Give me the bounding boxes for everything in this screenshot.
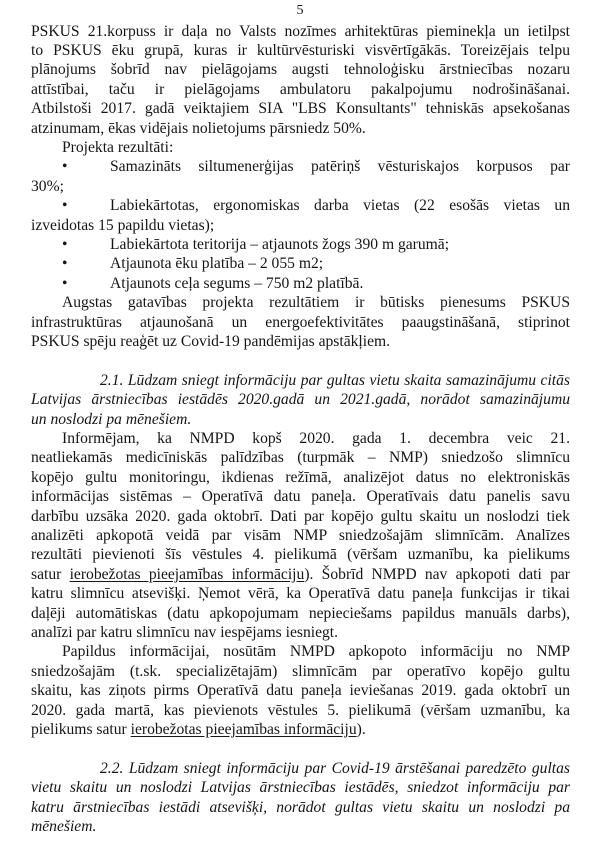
text-line: Samazināts siltumenerģijas patēriņš vēsturiskajos korpusos par <box>110 158 570 176</box>
text-line: katru ārstniecības iestādi atsevišķi, norādot gultas vietu skaitu un noslodzi pa <box>31 798 570 816</box>
text-line: rezultāti pievienoti šīs vēstules 4. pielikumā (vēršam uzmanību, ka pielikums <box>31 546 570 564</box>
text-line: Projekta rezultāti: <box>62 138 174 156</box>
text-line: Informējam, ka NMPD kopš 2020. gada 1. decembra veic 21. <box>62 429 570 447</box>
bullet-icon: • <box>62 235 68 253</box>
text-line <box>31 565 570 584</box>
text-line: attīstībai, taču ir pielāgojams ambulatoru pakalpojumu nodrošināšanai. <box>31 80 570 98</box>
text-line: Atjaunots ceļa segums – 750 m2 platībā. <box>110 274 364 292</box>
text-line: vietu skaitu un noslodzi Latvijas ārstniecības iestādēs, sniedzot informāciju par <box>31 779 570 797</box>
text-segment: satur <box>31 565 70 583</box>
text-line: Latvijas ārstniecības iestādēs 2020.gadā un 2021.gadā, norādot samazinājumu <box>31 391 570 409</box>
bullet-icon: • <box>62 274 68 292</box>
page-number: 5 <box>296 3 304 18</box>
text-line: katru slimnīcu atsevišķi. Ņemot vērā, ka Operatīvā datu paneļa funkcijas ir tikai <box>31 585 570 603</box>
text-line: darbību uzsāka 2020. gada oktobrī. Dati par kopējo gultu skaitu un noslodzi tiek <box>31 507 570 525</box>
underlined-text: ierobežotas pieejamības informāciju <box>69 565 305 583</box>
text-line: Atjaunota ēku platība – 2 055 m2; <box>110 255 324 273</box>
bullet-icon: • <box>62 197 68 215</box>
text-line: infrastruktūras atjaunošanā un energoefektivitātes paaugstināšanā, stiprinot <box>31 313 570 331</box>
text-line: atzinumam, ēkas vidējais nolietojums pārsniedz 50%. <box>31 119 366 137</box>
text-line: 2020. gada martā, kas pievienots vēstules 5. pielikumā (vēršam uzmanību, ka <box>31 701 570 719</box>
text-line: PSKUS 21.korpuss ir daļa no Valsts nozīmes arhitektūras pieminekļa un ietilpst <box>31 22 570 40</box>
text-line: un noslodzi pa mēnešiem. <box>31 410 192 428</box>
text-line: neatliekamās medicīniskās palīdzības (turpmāk – NMP) sniedzošo slimnīcu <box>31 449 570 467</box>
text-line: 2.2. Lūdzam sniegt informāciju par Covid-19 ārstēšanai paredzēto gultas <box>100 759 570 777</box>
text-line <box>31 720 570 739</box>
text-line: analizēti apkopotā veidā par visām NMP sniedzošajām slimnīcām. Analīzes <box>31 526 570 544</box>
text-line: izveidotas 15 papildu vietas); <box>31 216 215 234</box>
text-line: to PSKUS ēku grupā, kuras ir kultūrvēsturiski visvērtīgākās. Toreizējais telpu <box>31 41 570 59</box>
text-line: skaitu, kas ziņots pirms Operatīvā datu paneļa ieviešanas 2019. gada oktobrī un <box>31 682 570 700</box>
text-line: sniedzošajām (t.sk. specializētajām) slimnīcām par operatīvo kopējo gultu <box>31 662 570 680</box>
bullet-icon: • <box>62 255 68 273</box>
text-line: Atbilstoši 2017. gadā veiktajiem SIA "LBS Konsultants" tehniskās apsekošanas <box>31 100 570 118</box>
text-segment: ). <box>356 720 366 738</box>
text-line: daļēji automātiskas (datu apkopojumam nepieciešams papildus manuāls darbs), <box>31 604 570 622</box>
text-line: Labiekārtota teritorija – atjaunots žogs 390 m garumā; <box>110 235 450 253</box>
text-line: Labiekārtotas, ergonomiskas darba vietas (22 esošās vietas un <box>110 197 570 215</box>
text-line: analīzi par katru slimnīcu nav iespējams iesniegt. <box>31 623 339 641</box>
text-line: plānojums šobrīd nav pielāgojams augsti tehnoloģisku ārstniecības nozaru <box>31 61 570 79</box>
text-segment: ). Šobrīd NMPD nav apkopoti dati par <box>304 565 570 583</box>
text-line: PSKUS spēju reaģēt uz Covid-19 pandēmijas apstākļiem. <box>31 332 391 350</box>
underlined-text: ierobežotas pieejamības informāciju <box>130 720 357 738</box>
text-segment: pielikums satur <box>31 720 131 738</box>
text-line: 2.1. Lūdzam sniegt informāciju par gultas vietu skaita samazinājumu citās <box>100 371 570 389</box>
text-line: 30%; <box>31 177 64 195</box>
bullet-icon: • <box>62 158 68 176</box>
text-line: informācijas sistēmas – Operatīvā datu paneļa. Operatīvais datu panelis savu <box>31 488 570 506</box>
text-line: kopējo gultu monitoringu, ikdienas režīmā, analizējot datus no elektroniskās <box>31 468 570 486</box>
text-line: mēnešiem. <box>31 817 97 835</box>
text-line: Papildus informācijai, nosūtām NMPD apkopoto informāciju no NMP <box>62 643 570 661</box>
text-line: Augstas gatavības projekta rezultātiem ir būtisks pienesums PSKUS <box>62 294 570 312</box>
